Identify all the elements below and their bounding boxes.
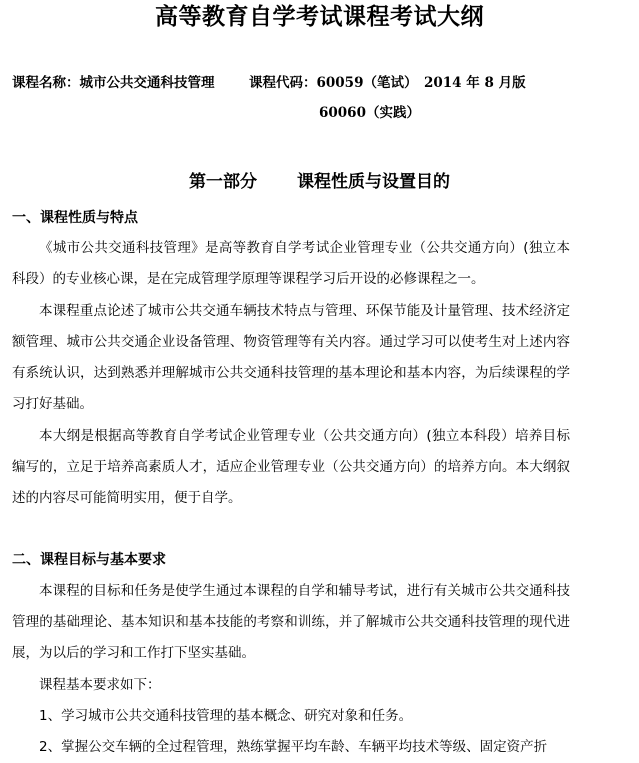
- edition-date: 2014 年 8 月版: [424, 75, 526, 91]
- part-number: 第一部分: [189, 172, 257, 192]
- section-one-paragraph: 本大纲是根据高等教育自学考试企业管理专业（公共交通方向）(独立本科段）培养目标编写的，立足于培养高素质人才，适应企业管理专业（公共交通方向）的培养方向。本大纲叙述的内容尽可能简明实用，便于自学。: [12, 428, 570, 506]
- document-title: 高等教育自学考试课程考试大纲: [155, 3, 484, 30]
- part-name: 课程性质与设置目的: [297, 172, 450, 192]
- section-two-heading: 二、课程目标与基本要求: [12, 552, 166, 568]
- section-one-paragraph: 本课程重点论述了城市公共交通车辆技术特点与管理、环保节能及计量管理、技术经济定额管理、城市公共交通企业设备管理、物资管理等有关内容。通过学习可以使考生对上述内容有系统认识，达到熟悉并理解城市公共交通科技管理的基本理论和基本内容，为后续课程的学习打好基础。: [12, 303, 570, 412]
- section-two-paragraph: 本课程的目标和任务是使学生通过本课程的自学和辅导考试，进行有关城市公共交通科技管理的基础理论、基本知识和基本技能的考察和训练，并了解城市公共交通科技管理的现代进展，为以后的学习和工作打下坚实基础。: [12, 583, 570, 661]
- requirement-item: 2、掌握公交车辆的全过程管理，熟练掌握平均车龄、车辆平均技术等级、固定资产折: [39, 739, 548, 755]
- section-one-paragraph: 《城市公共交通科技管理》是高等教育自学考试企业管理专业（公共交通方向）(独立本科段）的专业核心课，是在完成管理学原理等课程学习后开设的必修课程之一。: [12, 240, 570, 287]
- section-one-heading: 一、课程性质与特点: [12, 210, 138, 226]
- part-one-title: [0, 170, 639, 194]
- course-code-written: 课程代码：60059（笔试）: [249, 75, 418, 91]
- course-code-practice-row: [12, 102, 632, 124]
- course-name: 课程名称：城市公共交通科技管理: [12, 75, 215, 91]
- requirements-intro: 课程基本要求如下：: [39, 677, 161, 693]
- course-code-practice: 60060（实践）: [319, 105, 420, 121]
- course-info-row: [12, 72, 632, 94]
- requirement-item: 1、学习城市公共交通科技管理的基本概念、研究对象和任务。: [39, 708, 413, 724]
